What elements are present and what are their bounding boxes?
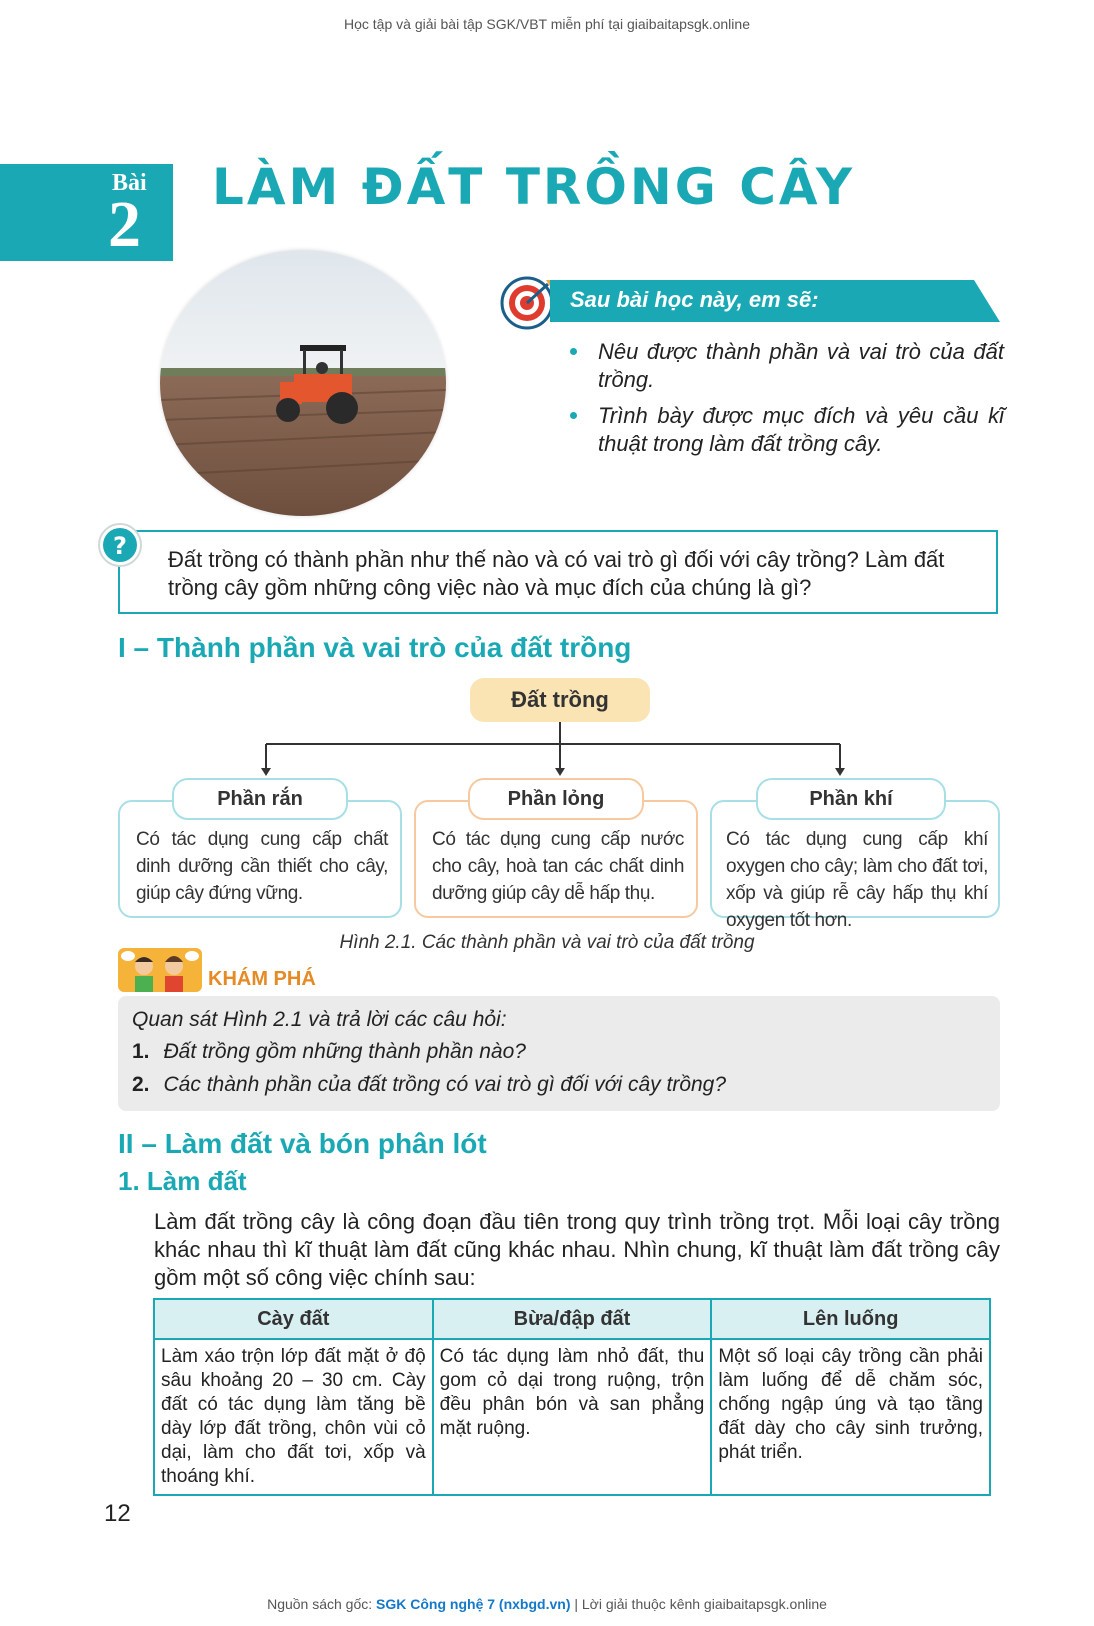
svg-text:?: ? — [113, 532, 127, 560]
section-heading-2: II – Làm đất và bón phân lót — [118, 1128, 487, 1159]
lesson-title: LÀM ĐẤT TRỒNG CÂY — [212, 158, 856, 216]
objective-item: Nêu được thành phần và vai trò của đất trồng. — [568, 338, 1004, 394]
component-text-gas: Có tác dụng cung cấp khí oxygen cho cây; làm cho đất tơi, xốp và giúp rễ cây hấp thụ khí oxygen tốt hơn. — [726, 829, 988, 931]
objectives-heading: Sau bài học này, em sẽ: — [570, 287, 819, 312]
diagram-root-node: Đất trồng — [470, 678, 650, 722]
subsection-heading: 1. Làm đất — [118, 1166, 247, 1196]
section-heading-1: I – Thành phần và vai trò của đất trồng — [118, 632, 632, 663]
lesson-tab — [0, 164, 173, 261]
table-header: Bừa/đập đất — [433, 1299, 712, 1339]
body-paragraph: Làm đất trồng cây là công đoạn đầu tiên trong quy trình trồng trọt. Mỗi loại cây trồng khác nhau thì kĩ thuật làm đất cũng khác nhau. Nhìn chung, kĩ thuật làm đất trồng cây gồm một số công việc chính sau: — [154, 1209, 1000, 1290]
explore-question: 2. Các thành phần của đất trồng có vai trò gì đối với cây trồng? — [132, 1073, 727, 1096]
tractor-field-photo — [160, 250, 446, 516]
site-footer-note: Nguồn sách gốc: SGK Công nghệ 7 (nxbgd.vn) | Lời giải thuộc kênh giaibaitapsgk.online — [267, 1596, 827, 1612]
component-text-solid: Có tác dụng cung cấp chất dinh dưỡng cần thiết cho cây, giúp cây đứng vững. — [136, 829, 388, 904]
component-label-solid: Phần rắn — [172, 778, 348, 820]
figure-caption: Hình 2.1. Các thành phần và vai trò của đất trồng — [339, 932, 755, 953]
objectives-list — [568, 338, 1004, 466]
question-mark-icon — [97, 522, 143, 568]
table-cell: Làm xáo trộn lớp đất mặt ở độ sâu khoảng 20 – 30 cm. Cày đất có tác dụng làm tăng bề dày lớp đất trồng, chôn vùi cỏ dại, làm cho đất tơi, xốp và thoáng khí. — [154, 1339, 433, 1495]
component-label-liquid: Phần lỏng — [468, 778, 644, 820]
component-label-gas: Phần khí — [756, 778, 946, 820]
objective-item: Trình bày được mục đích và yêu cầu kĩ thuật trong làm đất trồng cây. — [568, 402, 1004, 458]
table-cell: Có tác dụng làm nhỏ đất, thu gom cỏ dại trong ruộng, trộn đều phân bón và san phẳng mặt ruộng. — [433, 1339, 712, 1495]
table-row — [154, 1339, 990, 1495]
table-cell: Một số loại cây trồng cần phải làm luống để dễ chăm sóc, chống ngập úng và tạo tầng đất dày cho cây sinh trưởng, phát triển. — [711, 1339, 990, 1495]
target-icon — [500, 276, 554, 330]
site-header-note: Học tập và giải bài tập SGK/VBT miễn phí tại giaibaitapsgk.online — [344, 16, 750, 32]
page-number: 12 — [104, 1500, 131, 1527]
component-text-liquid: Có tác dụng cung cấp nước cho cây, hoà tan các chất dinh dưỡng giúp cây dễ hấp thụ. — [432, 829, 684, 904]
lesson-number: 2 — [108, 188, 141, 261]
explore-intro: Quan sát Hình 2.1 và trả lời các câu hỏi: — [132, 1008, 507, 1031]
table-header: Cày đất — [154, 1299, 433, 1339]
bullet-icon — [570, 348, 577, 355]
explore-label: KHÁM PHÁ — [208, 968, 316, 990]
lesson-label: Bài — [112, 170, 147, 196]
bullet-icon — [570, 412, 577, 419]
table-header: Lên luống — [711, 1299, 990, 1339]
work-table — [153, 1298, 991, 1496]
question-text: Đất trồng có thành phần như thế nào và có vai trò gì đối với cây trồng? Làm đất trồng cây gồm những công việc nào và mục đích của chúng là gì? — [168, 547, 945, 600]
explore-icon — [118, 948, 202, 992]
explore-question: 1. Đất trồng gồm những thành phần nào? — [132, 1040, 526, 1063]
source-link[interactable]: SGK Công nghệ 7 (nxbgd.vn) — [376, 1596, 571, 1612]
